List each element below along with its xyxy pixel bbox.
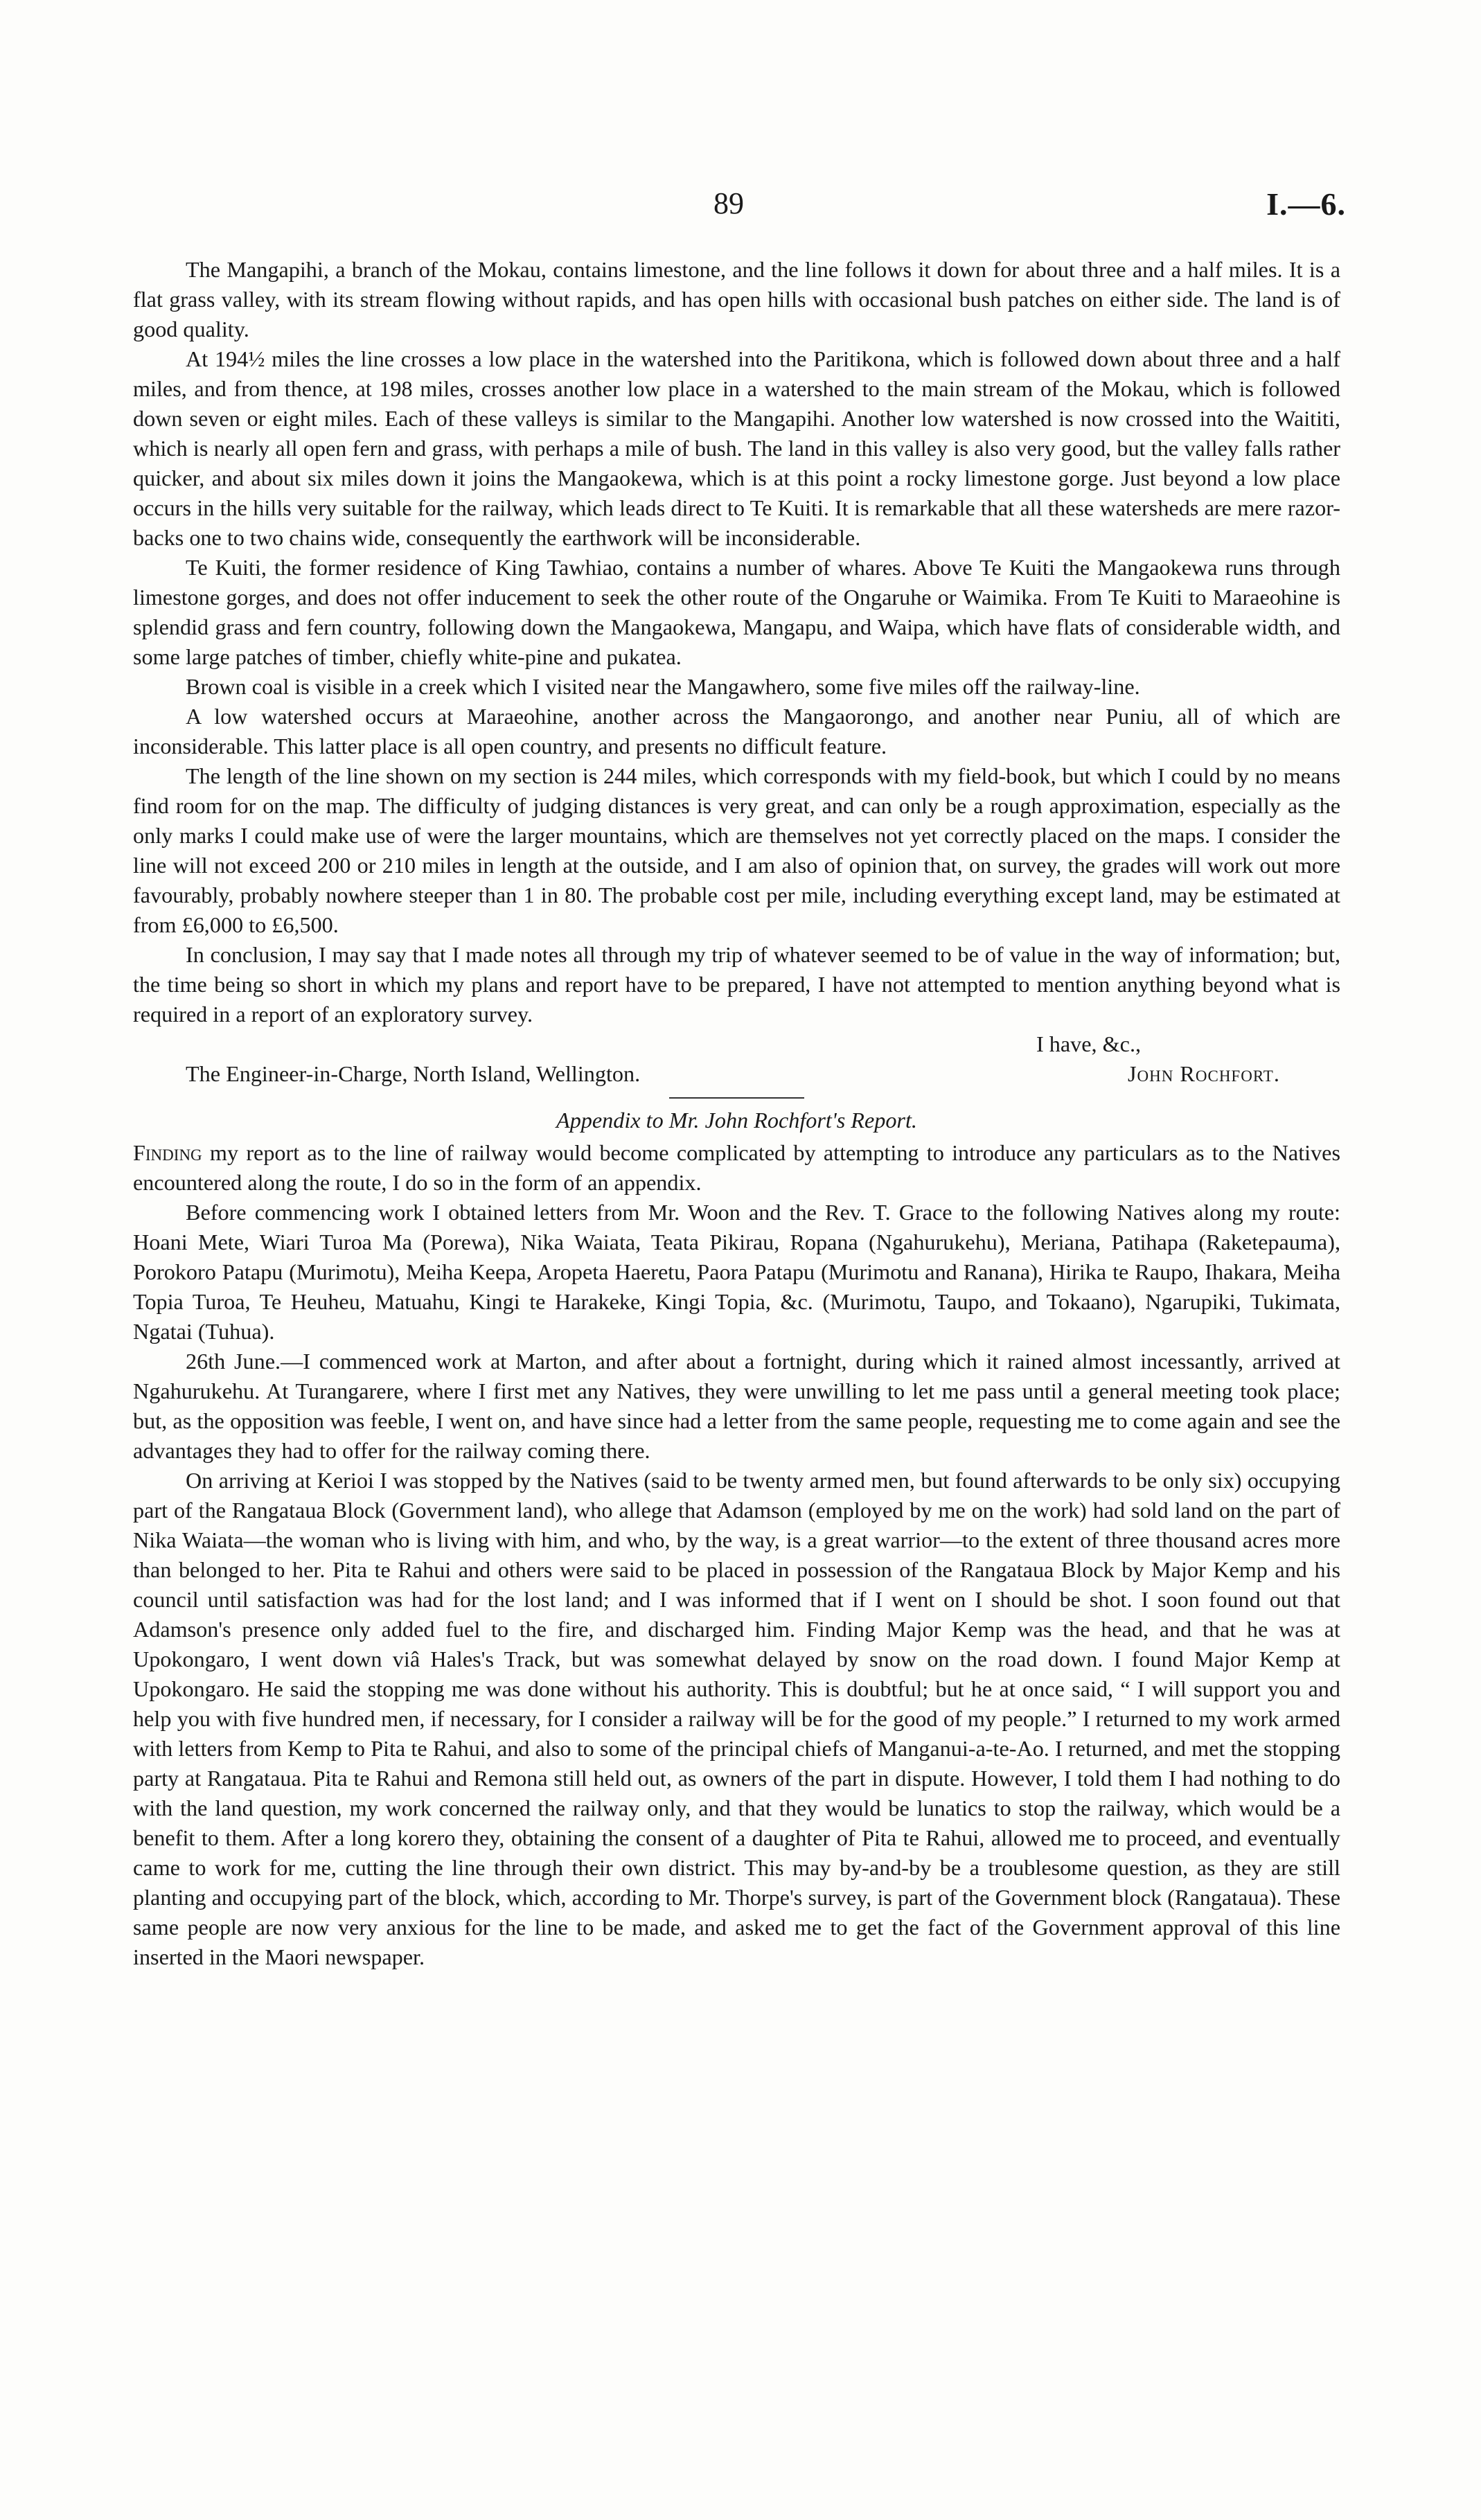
section-divider (669, 1097, 804, 1099)
page-header (0, 186, 1481, 227)
appendix-title (133, 1106, 1340, 1135)
report-paragraph: Te Kuiti, the former residence of King Tawhiao, contains a number of whares. Above Te Kuiti the Mangaokewa runs through limestone gorges, and does not offer inducement to seek the other route of the Ongaruhe or Waimika. From Te Kuiti to Maraeohine is splendid grass and fern country, following down the Mangaokewa, Mangapu, and Waipa, which have flats of considerable width, and some large patches of timber, chiefly white-pine and pukatea. (133, 555, 1340, 669)
signature-block (186, 1059, 1340, 1089)
closing-salutation: I have, &c., (1036, 1031, 1142, 1056)
report-paragraph: At 194½ miles the line crosses a low place in the watershed into the Paritikona, which is followed down about three and a half miles, and from thence, at 198 miles, crosses another low place in a watershed to the main stream of the Mokau, which is followed down seven or eight miles. Each of these valleys is similar to the Mangapihi. Another low watershed is now crossed into the Waititi, which is nearly all open fern and grass, with perhaps a mile of bush. The land in this valley is also very good, but the valley falls rather quicker, and about six miles down it joins the Mangaokewa, which is at this point a rocky limestone gorge. Just beyond a low place occurs in the hills very suitable for the railway, which leads direct to Te Kuiti. It is remarkable that all these watersheds are mere razor-backs one to two chains wide, consequently the earthwork will be inconsiderable. (133, 346, 1340, 550)
body-text (133, 255, 1340, 1972)
appendix-paragraph: Before commencing work I obtained letters from Mr. Woon and the Rev. T. Grace to the following Natives along my route: Hoani Mete, Wiari Turoa Ma (Porewa), Nika Waiata, Teata Pikirau, Ropana (Ngahurukehu), Meriana, Patihapa (Raketepauma), Porokoro Patapu (Murimotu), Meiha Keepa, Aropeta Haeretu, Paora Patapu (Murimotu and Ranana), Hirika te Raupo, Ihakara, Meiha Topia Turoa, Te Heuheu, Matuahu, Kingi te Harakeke, Kingi Topia, &c. (Murimotu, Taupo, and Tokaano), Ngarupiki, Tukimata, Ngatai (Tuhua). (133, 1200, 1340, 1344)
report-paragraph: A low watershed occurs at Maraeohine, another across the Mangaorongo, and another near Puniu, all of which are inconsiderable. This latter place is all open country, and presents no difficult feature. (133, 704, 1340, 758)
appendix-first-word: Finding (133, 1140, 202, 1165)
report-paragraph: The Mangapihi, a branch of the Mokau, contains limestone, and the line follows it down for about three and a half miles. It is a flat grass valley, with its stream flowing without rapids, and has open hills with occasional bush patches on either side. The land is of good quality. (133, 257, 1340, 341)
page-number: 89 (713, 186, 744, 220)
report-paragraph: Brown coal is visible in a creek which I visited near the Mangawhero, some five miles off the railway-line. (186, 674, 1140, 699)
appendix-title-text: Appendix to Mr. John Rochfort's Report. (556, 1108, 917, 1133)
appendix-paragraph (133, 1138, 1340, 1198)
document-reference: I.—6. (1266, 186, 1346, 222)
report-paragraph: In conclusion, I may say that I made notes all through my trip of whatever seemed to be of value in the way of information; but, the time being so short in which my plans and report have to be prepared, I have not attempted to mention anything beyond what is required in a report of an exploratory survey. (133, 942, 1340, 1027)
appendix-paragraph: On arriving at Kerioi I was stopped by the Natives (said to be twenty armed men, but found afterwards to be only six) occupying part of the Rangataua Block (Government land), who allege that Adamson (employed by me on the work) had sold land on the part of Nika Waiata—the woman who is living with him, and who, by the way, is a great warrior—to the extent of three thousand acres more than belonged to her. Pita te Rahui and others were said to be placed in possession of the Rangataua Block by Major Kemp and his council until satisfaction was had for the lost land; and I was informed that if I went on I should be shot. I soon found out that Adamson's presence only added fuel to the fire, and discharged him. Finding Major Kemp was the head, and that he was at Upokongaro, I went down viâ Hales's Track, but was somewhat delayed by snow on the road down. I found Major Kemp at Upokongaro. He said the stopping me was done without his authority. This is doubtful; but he at once said, “ I will support you and help you with five hundred men, if necessary, for I consider a railway will be for the good of my people.” I returned to my work armed with letters from Kemp to Pita te Rahui, and also to some of the principal chiefs of Manganui-a-te-Ao. I returned, and met the stopping party at Rangataua. Pita te Rahui and Remona still held out, as owners of the part in dispute. However, I told them I had nothing to do with the land question, my work concerned the railway only, and that they would be lunatics to stop the railway, which would be a benefit to them. After a long korero they, obtaining the consent of a daughter of Pita te Rahui, allowed me to proceed, and eventually came to work for me, cutting the line through their own district. This may by-and-by be a troublesome question, as they are still planting and occupying part of the block, which, according to Mr. Thorpe's survey, is part of the Government block (Rangataua). These same people are now very anxious for the line to be made, and asked me to get the fact of the Government approval of this line inserted in the Maori newspaper. (133, 1468, 1340, 1969)
closing-block (186, 1029, 1340, 1059)
signature: John Rochfort. (1128, 1061, 1280, 1086)
report-paragraph: The length of the line shown on my section is 244 miles, which corresponds with my field-book, but which I could by no means find room for on the map. The difficulty of judging distances is very great, and can only be a rough approximation, especially as the only marks I could make use of were the larger mountains, which are themselves not yet correctly placed on the maps. I consider the line will not exceed 200 or 210 miles in length at the outside, and I am also of opinion that, on survey, the grades will work out more favourably, probably nowhere steeper than 1 in 80. The probable cost per mile, including everything except land, may be estimated at from £6,000 to £6,500. (133, 763, 1340, 937)
addressee: The Engineer-in-Charge, North Island, Wellington. (186, 1061, 641, 1086)
appendix-first-paragraph-text: my report as to the line of railway would become complicated by attempting to introduce any particulars as to the Natives encountered along the route, I do so in the form of an appendix. (133, 1140, 1340, 1195)
appendix-paragraph: 26th June.—I commenced work at Marton, and after about a fortnight, during which it rained almost incessantly, arrived at Ngahurukehu. At Turangarere, where I first met any Natives, they were unwilling to let me pass until a general meeting took place; but, as the opposition was feeble, I went on, and have since had a letter from the same people, requesting me to come again and see the advantages they had to offer for the railway coming there. (133, 1349, 1340, 1463)
